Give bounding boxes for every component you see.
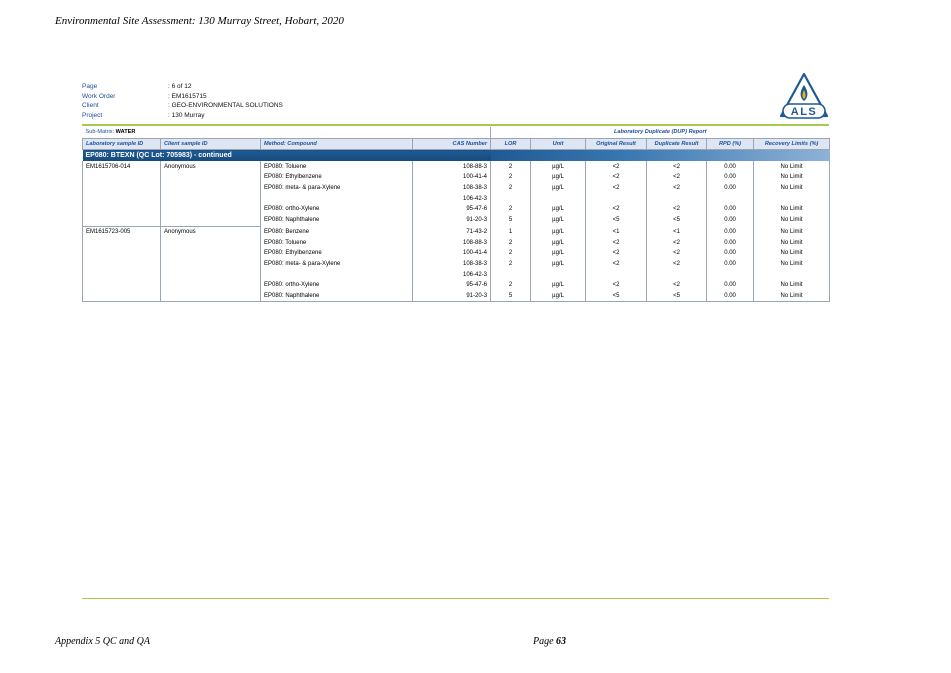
unit-cell: µg/L xyxy=(531,161,586,172)
table-header-top xyxy=(83,127,830,138)
table-row xyxy=(83,280,830,291)
unit-cell: µg/L xyxy=(531,226,586,237)
client-sample-id-cell xyxy=(161,280,261,291)
info-value: : 6 of 12 xyxy=(168,83,192,90)
cas-number-cell: 100-41-4 xyxy=(413,248,491,259)
original-result-cell: <2 xyxy=(586,237,647,248)
table-row xyxy=(83,248,830,259)
compound-cell: EP080: ortho-Xylene xyxy=(261,280,413,291)
rpd-cell: 0.00 xyxy=(707,172,754,183)
lor-cell: 2 xyxy=(491,183,531,194)
unit-cell: µg/L xyxy=(531,259,586,270)
cas-number-cell: 100-41-4 xyxy=(413,172,491,183)
recovery-limit-cell: No Limit xyxy=(754,183,830,194)
unit-cell: µg/L xyxy=(531,215,586,226)
lab-sample-id-cell: EM1615706-014 xyxy=(83,161,161,172)
duplicate-result-cell: <2 xyxy=(647,161,707,172)
cas-number-cell: 108-88-3 xyxy=(413,161,491,172)
client-sample-id-cell xyxy=(161,259,261,270)
client-sample-id-cell xyxy=(161,269,261,280)
cas-number-cell: 71-43-2 xyxy=(413,226,491,237)
lab-sample-id-cell xyxy=(83,183,161,194)
top-rule xyxy=(82,124,829,126)
info-value: : GEO-ENVIRONMENTAL SOLUTIONS xyxy=(168,102,283,110)
duplicate-result-cell: <2 xyxy=(647,183,707,194)
duplicate-result-cell: <5 xyxy=(647,291,707,302)
rpd-cell: 0.00 xyxy=(707,248,754,259)
cas-number-cell: 95-47-6 xyxy=(413,204,491,215)
unit-cell: µg/L xyxy=(531,280,586,291)
recovery-limit-cell: No Limit xyxy=(754,172,830,183)
duplicate-result-cell: <5 xyxy=(647,215,707,226)
lab-sample-id-cell xyxy=(83,280,161,291)
original-result-cell: <2 xyxy=(586,248,647,259)
lab-sample-id-cell xyxy=(83,248,161,259)
info-page xyxy=(82,82,283,92)
compound-cell: EP080: Benzene xyxy=(261,226,413,237)
lor-cell: 2 xyxy=(491,204,531,215)
info-label: Page xyxy=(82,83,98,90)
table-row xyxy=(83,215,830,226)
lab-sample-id-cell: EM1615723-005 xyxy=(83,226,161,237)
duplicate-report-table xyxy=(82,127,829,302)
page-label: Page xyxy=(533,636,554,647)
duplicate-result-cell xyxy=(647,193,707,204)
lab-sample-id-cell xyxy=(83,269,161,280)
compound-cell: EP080: Toluene xyxy=(261,237,413,248)
section-header xyxy=(83,150,830,162)
lab-sample-id-cell xyxy=(83,237,161,248)
original-result-cell: <2 xyxy=(586,259,647,270)
original-result-cell: <5 xyxy=(586,291,647,302)
table-row xyxy=(83,183,830,194)
lor-cell: 5 xyxy=(491,291,531,302)
lab-sample-id-cell xyxy=(83,193,161,204)
compound-cell: EP080: Toluene xyxy=(261,161,413,172)
unit-cell: µg/L xyxy=(531,183,586,194)
table-row xyxy=(83,291,830,302)
lor-cell: 5 xyxy=(491,215,531,226)
compound-cell: EP080: Naphthalene xyxy=(261,215,413,226)
footer-page xyxy=(533,636,566,647)
recovery-limit-cell: No Limit xyxy=(754,280,830,291)
lab-sample-id-cell xyxy=(83,204,161,215)
lor-cell: 2 xyxy=(491,172,531,183)
unit-cell xyxy=(531,269,586,280)
rpd-cell: 0.00 xyxy=(707,280,754,291)
rpd-cell: 0.00 xyxy=(707,237,754,248)
recovery-limit-cell xyxy=(754,269,830,280)
duplicate-result-cell: <2 xyxy=(647,172,707,183)
col-cas-number: CAS Number xyxy=(413,138,491,150)
original-result-cell: <5 xyxy=(586,215,647,226)
compound-cell xyxy=(261,193,413,204)
col-recovery-limits: Recovery Limits (%) xyxy=(754,138,830,150)
col-original-result: Original Result xyxy=(586,138,647,150)
section-title: EP080: BTEXN (QC Lot: 705983) - continued xyxy=(83,150,491,162)
original-result-cell: <1 xyxy=(586,226,647,237)
cas-number-cell: 106-42-3 xyxy=(413,269,491,280)
compound-cell: EP080: meta- & para-Xylene xyxy=(261,259,413,270)
client-sample-id-cell xyxy=(161,215,261,226)
client-sample-id-cell: Anonymous xyxy=(161,161,261,172)
lor-cell: 2 xyxy=(491,280,531,291)
duplicate-result-cell: <2 xyxy=(647,248,707,259)
table-row xyxy=(83,237,830,248)
table-row xyxy=(83,161,830,172)
duplicate-result-cell: <2 xyxy=(647,204,707,215)
submatrix-label: Sub-Matrix: xyxy=(85,129,115,136)
document-header: Environmental Site Assessment: 130 Murray Street, Hobart, 2020 xyxy=(55,15,344,27)
lor-cell: 2 xyxy=(491,248,531,259)
table-row xyxy=(83,204,830,215)
bottom-rule xyxy=(82,598,829,599)
lor-cell: 2 xyxy=(491,259,531,270)
compound-cell: EP080: Ethylbenzene xyxy=(261,172,413,183)
recovery-limit-cell: No Limit xyxy=(754,204,830,215)
col-client-sample-id: Client sample ID xyxy=(161,138,261,150)
info-value: : EM1615715 xyxy=(168,92,207,100)
rpd-cell: 0.00 xyxy=(707,183,754,194)
col-duplicate-result: Duplicate Result xyxy=(647,138,707,150)
recovery-limit-cell xyxy=(754,193,830,204)
cas-number-cell: 108-38-3 xyxy=(413,183,491,194)
cas-number-cell: 91-20-3 xyxy=(413,215,491,226)
recovery-limit-cell: No Limit xyxy=(754,215,830,226)
client-sample-id-cell: Anonymous xyxy=(161,226,261,237)
lor-cell: 2 xyxy=(491,237,531,248)
col-method-compound: Method: Compound xyxy=(261,138,413,150)
recovery-limit-cell: No Limit xyxy=(754,259,830,270)
lab-sample-id-cell xyxy=(83,215,161,226)
recovery-limit-cell: No Limit xyxy=(754,161,830,172)
recovery-limit-cell: No Limit xyxy=(754,237,830,248)
col-rpd: RPD (%) xyxy=(707,138,754,150)
cas-number-cell: 106-42-3 xyxy=(413,193,491,204)
rpd-cell xyxy=(707,269,754,280)
info-label: Project xyxy=(82,111,103,119)
recovery-limit-cell: No Limit xyxy=(754,291,830,302)
als-logo xyxy=(779,72,829,122)
info-label: Work Order xyxy=(82,92,116,100)
recovery-limit-cell: No Limit xyxy=(754,248,830,259)
original-result-cell: <2 xyxy=(586,204,647,215)
lab-sample-id-cell xyxy=(83,291,161,302)
client-sample-id-cell xyxy=(161,204,261,215)
duplicate-result-cell: <2 xyxy=(647,259,707,270)
original-result-cell: <2 xyxy=(586,161,647,172)
cas-number-cell: 95-47-6 xyxy=(413,280,491,291)
lor-cell: 2 xyxy=(491,161,531,172)
cas-number-cell: 91-20-3 xyxy=(413,291,491,302)
client-sample-id-cell xyxy=(161,237,261,248)
client-sample-id-cell xyxy=(161,193,261,204)
info-label: Client xyxy=(82,102,99,110)
column-headers xyxy=(83,138,830,150)
client-sample-id-cell xyxy=(161,172,261,183)
table-row xyxy=(83,269,830,280)
compound-cell: EP080: ortho-Xylene xyxy=(261,204,413,215)
col-lor: LOR xyxy=(491,138,531,150)
compound-cell xyxy=(261,269,413,280)
unit-cell: µg/L xyxy=(531,172,586,183)
info-client xyxy=(82,101,283,111)
table-row xyxy=(83,226,830,237)
lab-sample-id-cell xyxy=(83,172,161,183)
client-sample-id-cell xyxy=(161,291,261,302)
original-result-cell: <2 xyxy=(586,183,647,194)
rpd-cell: 0.00 xyxy=(707,291,754,302)
duplicate-result-cell: <2 xyxy=(647,280,707,291)
original-result-cell xyxy=(586,269,647,280)
lor-cell xyxy=(491,193,531,204)
lab-sample-id-cell xyxy=(83,259,161,270)
original-result-cell xyxy=(586,193,647,204)
report-title: Laboratory Duplicate (DUP) Report xyxy=(491,127,830,138)
page-number: 63 xyxy=(556,636,567,647)
info-work-order xyxy=(82,92,283,102)
duplicate-result-cell: <1 xyxy=(647,226,707,237)
info-project xyxy=(82,111,283,121)
unit-cell: µg/L xyxy=(531,237,586,248)
rpd-cell: 0.00 xyxy=(707,161,754,172)
compound-cell: EP080: Naphthalene xyxy=(261,291,413,302)
rpd-cell: 0.00 xyxy=(707,204,754,215)
unit-cell: µg/L xyxy=(531,204,586,215)
rpd-cell: 0.00 xyxy=(707,226,754,237)
table-body xyxy=(83,161,830,301)
submatrix-value: WATER xyxy=(115,129,136,136)
report-info xyxy=(82,82,283,120)
unit-cell: µg/L xyxy=(531,248,586,259)
rpd-cell: 0.00 xyxy=(707,259,754,270)
cas-number-cell: 108-38-3 xyxy=(413,259,491,270)
recovery-limit-cell: No Limit xyxy=(754,226,830,237)
original-result-cell: <2 xyxy=(586,280,647,291)
col-unit: Unit xyxy=(531,138,586,150)
duplicate-result-cell xyxy=(647,269,707,280)
original-result-cell: <2 xyxy=(586,172,647,183)
section-bar xyxy=(491,150,830,162)
lor-cell xyxy=(491,269,531,280)
table-row xyxy=(83,172,830,183)
submatrix xyxy=(83,127,491,138)
unit-cell xyxy=(531,193,586,204)
lor-cell: 1 xyxy=(491,226,531,237)
client-sample-id-cell xyxy=(161,248,261,259)
rpd-cell xyxy=(707,193,754,204)
table-row xyxy=(83,193,830,204)
compound-cell: EP080: Ethylbenzene xyxy=(261,248,413,259)
compound-cell: EP080: meta- & para-Xylene xyxy=(261,183,413,194)
table-row xyxy=(83,259,830,270)
client-sample-id-cell xyxy=(161,183,261,194)
cas-number-cell: 108-88-3 xyxy=(413,237,491,248)
rpd-cell: 0.00 xyxy=(707,215,754,226)
logo-text: ALS xyxy=(790,106,818,118)
col-lab-sample-id: Laboratory sample ID xyxy=(83,138,161,150)
duplicate-result-cell: <2 xyxy=(647,237,707,248)
unit-cell: µg/L xyxy=(531,291,586,302)
footer-appendix: Appendix 5 QC and QA xyxy=(55,636,150,647)
info-value: : 130 Murray xyxy=(168,111,205,119)
